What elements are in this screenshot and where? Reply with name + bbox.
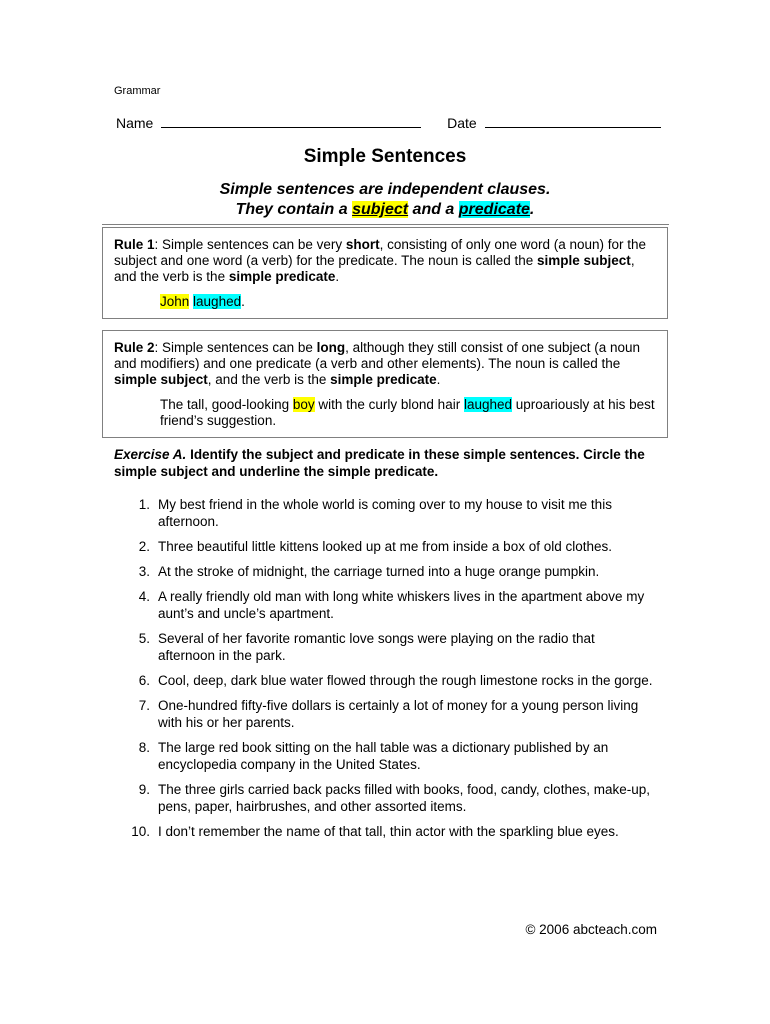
example-text: . xyxy=(241,294,245,309)
list-number: 2. xyxy=(138,539,150,554)
exercise-instruction: Identify the subject and predicate in these simple sentences. Circle the simple subject and underline the simple predicate. xyxy=(114,447,645,479)
rule-bold: simple subject xyxy=(537,253,631,268)
sentence-text: Three beautiful little kittens looked up at me from inside a box of old clothes. xyxy=(158,539,612,554)
list-number: 3. xyxy=(138,564,150,579)
rule-2-example xyxy=(160,397,656,429)
rule-bold: short xyxy=(345,237,380,252)
example-predicate: laughed xyxy=(193,294,242,309)
rule-bold: long xyxy=(316,340,346,355)
rule-text: , and the verb is the xyxy=(207,372,331,387)
list-number: 5. xyxy=(138,631,150,646)
predicate-word: predicate xyxy=(458,201,530,218)
sentence-text: My best friend in the whole world is coming over to my house to visit me this afternoon. xyxy=(158,497,612,529)
rule-text: , and the verb is the xyxy=(114,253,635,284)
example-subject: John xyxy=(160,294,190,309)
list-number: 4. xyxy=(138,589,150,604)
list-number: 8. xyxy=(138,740,150,755)
rule-2-label: Rule 2 xyxy=(114,340,155,355)
list-number: 6. xyxy=(138,673,150,688)
rule-2-box xyxy=(102,330,668,438)
sentence-text: Several of her favorite romantic love songs were playing on the radio that afternoon in the park. xyxy=(158,631,595,663)
subject-word: subject xyxy=(352,201,409,218)
subtitle-text: and a xyxy=(408,201,459,218)
subtitle-text: They contain a xyxy=(235,201,353,218)
page-title: Simple Sentences xyxy=(303,146,467,167)
sentence-text: The three girls carried back packs filled with books, food, candy, clothes, make-up, pens, paper, hairbrushes, and other assorted items. xyxy=(158,782,650,814)
name-blank[interactable] xyxy=(161,113,421,128)
rule-bold: simple subject xyxy=(114,372,208,387)
list-item xyxy=(114,496,654,530)
subtitle xyxy=(0,180,770,220)
rule-1-example xyxy=(160,294,656,310)
divider xyxy=(102,224,669,225)
rule-text: : Simple sentences can be xyxy=(154,340,317,355)
list-number: 7. xyxy=(138,698,150,713)
exercise-instructions xyxy=(114,446,654,480)
rule-text: . xyxy=(335,269,340,284)
sentence-list xyxy=(114,496,654,848)
list-number: 9. xyxy=(138,782,150,797)
name-date-row xyxy=(116,113,661,131)
rule-text: : Simple sentences can be very xyxy=(154,237,346,252)
rule-bold: simple predicate xyxy=(228,269,336,284)
sentence-text: One-hundred fifty-five dollars is certainly a lot of money for a young person living with his or her parents. xyxy=(158,698,639,730)
date-label: Date xyxy=(447,115,477,131)
rule-text: . xyxy=(436,372,441,387)
rule-2-text xyxy=(114,340,656,388)
example-predicate: laughed xyxy=(463,397,513,412)
date-blank[interactable] xyxy=(485,113,661,128)
list-item xyxy=(114,563,654,580)
list-number: 1. xyxy=(138,497,150,512)
list-item xyxy=(114,739,654,773)
rule-text: , although they still consist of one subject (a noun and modifiers) and one predicate (a verb and other elements). The noun is called the xyxy=(114,340,641,371)
category-label: Grammar xyxy=(114,85,161,97)
list-item xyxy=(114,588,654,622)
sentence-text: I don’t remember the name of that tall, thin actor with the sparkling blue eyes. xyxy=(158,824,619,839)
list-item xyxy=(114,697,654,731)
subtitle-line-2 xyxy=(0,200,770,220)
rule-1-box xyxy=(102,227,668,319)
list-item xyxy=(114,672,654,689)
subtitle-text: . xyxy=(529,201,535,218)
rule-text: , consisting of only one word (a noun) for the subject and one word (a verb) for the predicate. The noun is called the xyxy=(114,237,647,268)
list-item xyxy=(114,781,654,815)
sentence-text: A really friendly old man with long white whiskers lives in the apartment above my aunt’s and uncle’s apartment. xyxy=(158,589,645,621)
name-label: Name xyxy=(116,115,154,131)
rule-bold: simple predicate xyxy=(330,372,437,387)
sentence-text: The large red book sitting on the hall table was a dictionary published by an encyclopedia company in the United States. xyxy=(158,740,609,772)
sentence-text: Cool, deep, dark blue water flowed through the rough limestone rocks in the gorge. xyxy=(158,673,653,688)
example-text: The tall, good-looking xyxy=(160,397,293,412)
rule-1-text xyxy=(114,237,656,285)
list-number: 10. xyxy=(131,824,150,839)
example-text: with the curly blond hair xyxy=(314,397,464,412)
example-text: uproariously at his best friend’s suggestion. xyxy=(160,397,655,428)
exercise-label: Exercise A. xyxy=(114,447,187,462)
copyright: © 2006 abcteach.com xyxy=(525,922,657,937)
list-item xyxy=(114,538,654,555)
rule-1-label: Rule 1 xyxy=(114,237,155,252)
list-item xyxy=(114,823,654,840)
sentence-text: At the stroke of midnight, the carriage turned into a huge orange pumpkin. xyxy=(158,564,600,579)
list-item xyxy=(114,630,654,664)
example-subject: boy xyxy=(292,397,315,412)
subtitle-line-1: Simple sentences are independent clauses. xyxy=(219,181,551,198)
